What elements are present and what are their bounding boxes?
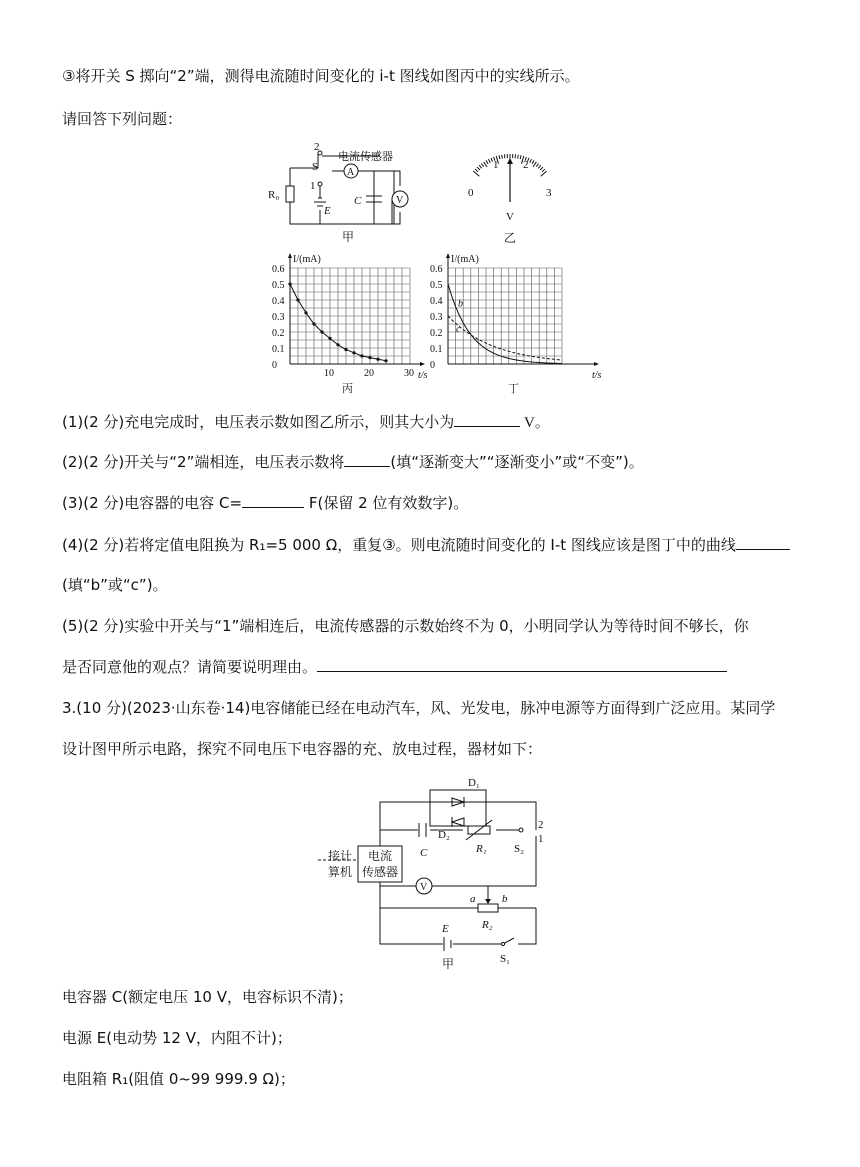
question-2: (2)(2 分)开关与“2”端相连，电压表示数将 (填“逐渐变大”“逐渐变小”或“不变”)。 xyxy=(62,453,644,471)
x-tick-label: 30 xyxy=(404,368,414,379)
data-point xyxy=(296,298,299,301)
question-4-cont: (填“b”或“c”)。 xyxy=(62,576,168,594)
dial-tick-mark xyxy=(540,167,543,170)
dial-tick-2: 2 xyxy=(523,159,529,171)
dial-tick-mark xyxy=(541,171,547,176)
graph-bing xyxy=(272,253,428,395)
r2-b-label: b xyxy=(502,893,508,905)
dial-unit: V xyxy=(506,211,514,223)
x-tick-label: 10 xyxy=(324,368,334,379)
graphs-figure xyxy=(262,252,602,400)
question-4: (4)(2 分)若将定值电阻换为 R₁=5 000 Ω，重复③。则电流随时间变化的 I-t 图线应该是图丁中的曲线 xyxy=(62,535,790,555)
sensor-label-2: 传感器 xyxy=(362,865,399,879)
d1-label: D₁ xyxy=(468,777,480,789)
problem-3-intro-cont: 设计图甲所示电路，探究不同电压下电容器的充、放电过程，器材如下： xyxy=(62,740,543,758)
material-2: 电源 E(电动势 12 V，内阻不计)； xyxy=(62,1029,292,1047)
dial-tick-3: 3 xyxy=(546,187,552,199)
dial-tick-mark xyxy=(538,165,541,168)
question-5-cont: 是否同意他的观点？请简要说明理由。 xyxy=(62,657,727,677)
y-tick-label: 0.5 xyxy=(430,280,443,291)
s2-label: S₂ xyxy=(514,843,524,855)
q5-answer-blank[interactable] xyxy=(317,657,727,672)
data-point xyxy=(344,348,347,351)
y-tick-label: 0.2 xyxy=(272,328,285,339)
resistor-r0 xyxy=(286,186,294,202)
ammeter-label: A xyxy=(347,167,355,178)
dial-tick-mark xyxy=(475,169,478,172)
terminal-1-label: 1 xyxy=(310,180,316,192)
terminal-2-label: 2 xyxy=(538,819,544,831)
curve-b-label: b xyxy=(458,298,463,310)
dial-tick-mark xyxy=(530,159,532,163)
problem-3-intro: 3.(10 分)(2023·山东卷·14)电容储能已经在电动汽车，风、光发电，脉冲电源等方面得到广泛应用。某同学 xyxy=(62,699,776,717)
data-point xyxy=(368,356,371,359)
y-tick-label: 0.6 xyxy=(430,264,443,275)
capacitor-label: C xyxy=(420,847,428,859)
r2-label: R₂ xyxy=(482,919,493,931)
rheostat-r2 xyxy=(478,904,498,912)
x-axis-label: t/s xyxy=(418,370,428,381)
circuit-wires xyxy=(290,154,400,224)
figure-yi-caption: 乙 xyxy=(504,231,517,245)
y-tick-label: 0 xyxy=(430,360,435,371)
curve-dashed xyxy=(448,316,562,360)
d2-label: D₂ xyxy=(438,829,450,841)
voltmeter-label: V xyxy=(420,882,428,893)
dial-tick-mark xyxy=(520,155,521,159)
dial-tick-mark xyxy=(481,163,483,166)
y-tick-label: 0.4 xyxy=(430,296,443,307)
y-tick-label: 0.3 xyxy=(272,312,285,323)
sensor-label-1: 电流 xyxy=(368,849,393,863)
switch-s-label: S xyxy=(312,161,319,173)
sensor-label: 电流传感器 xyxy=(338,151,393,163)
data-point xyxy=(384,359,387,362)
switch-s2 xyxy=(519,828,523,832)
diode-d2 xyxy=(452,818,464,826)
battery-e-label: E xyxy=(324,205,331,217)
terminal-1 xyxy=(318,182,322,186)
data-point xyxy=(304,311,307,314)
y-tick-label: 0.5 xyxy=(272,280,285,291)
r0-label: R₀ xyxy=(268,189,280,201)
dial-tick-mark xyxy=(484,162,487,167)
voltmeter-dial xyxy=(468,154,552,245)
terminal-2-label: 2 xyxy=(314,141,320,153)
x-axis-label: t/s xyxy=(592,370,602,381)
dial-tick-mark xyxy=(542,169,545,172)
dial-tick-mark xyxy=(536,163,538,166)
battery-label: E xyxy=(442,923,449,935)
y-tick-label: 0.1 xyxy=(430,344,443,355)
data-point xyxy=(328,337,331,340)
dial-tick-mark xyxy=(477,167,480,170)
voltmeter-label: V xyxy=(396,195,404,206)
step3-text: ③将开关 S 掷向“2”端，测得电流随时间变化的 i-t 图线如图丙中的实线所示。 xyxy=(62,67,580,85)
x-tick-label: 20 xyxy=(364,368,374,379)
circuit-figure-problem3 xyxy=(318,772,558,972)
dial-tick-1: 1 xyxy=(493,159,499,171)
figure-jia-caption: 甲 xyxy=(442,957,455,971)
data-point xyxy=(360,354,363,357)
question-3: (3)(2 分)电容器的电容 C= F(保留 2 位有效数字)。 xyxy=(62,494,469,512)
question-5: (5)(2 分)实验中开关与“1”端相连后，电流传感器的示数始终不为 0，小明同学认为等待时间不够长，你 xyxy=(62,617,749,635)
y-axis-label: I/(mA) xyxy=(293,254,321,265)
circuit3-wires xyxy=(380,790,536,944)
y-axis-label: I/(mA) xyxy=(451,254,479,265)
graph-bing-caption: 丙 xyxy=(342,383,353,395)
y-tick-label: 0.3 xyxy=(430,312,443,323)
data-point xyxy=(336,343,339,346)
dial-tick-mark xyxy=(479,165,482,168)
dial-tick-mark xyxy=(473,171,479,176)
dial-tick-0: 0 xyxy=(468,187,474,199)
y-tick-label: 0.4 xyxy=(272,296,285,307)
data-point xyxy=(320,330,323,333)
y-tick-label: 0.1 xyxy=(272,344,285,355)
curve-c-label: c xyxy=(456,324,461,335)
dial-tick-mark xyxy=(499,155,500,159)
dial-tick-mark xyxy=(502,155,503,159)
dial-tick-mark xyxy=(518,155,519,159)
figure-jia-caption: 甲 xyxy=(342,230,355,244)
y-tick-label: 0 xyxy=(272,360,277,371)
q4-answer-blank[interactable] xyxy=(736,535,790,550)
q3-answer-blank[interactable] xyxy=(242,493,304,508)
question-1: (1)(2 分)充电完成时，电压表示数如图乙所示，则其大小为 V。 xyxy=(62,413,550,431)
graph-ding-caption: 丁 xyxy=(508,383,519,395)
dial-tick-mark xyxy=(533,162,536,167)
data-point xyxy=(352,351,355,354)
data-point xyxy=(312,322,315,325)
q2-answer-blank[interactable] xyxy=(344,452,390,467)
computer-label-2: 算机 xyxy=(328,865,353,879)
dial-tick-mark xyxy=(488,159,490,163)
q1-answer-blank[interactable] xyxy=(454,412,520,427)
y-tick-label: 0.2 xyxy=(430,328,443,339)
graph-ding xyxy=(430,253,602,395)
r2-a-label: a xyxy=(470,893,476,905)
capacitor-c-label: C xyxy=(354,195,362,207)
terminal-1-label: 1 xyxy=(538,833,544,845)
dial-tick-mark xyxy=(486,160,488,163)
data-point xyxy=(376,358,379,361)
s1-label: S₁ xyxy=(500,953,510,965)
prompt-text: 请回答下列问题： xyxy=(62,110,183,128)
material-3: 电阻箱 R₁(阻值 0~99 999.9 Ω)； xyxy=(62,1070,295,1088)
data-point xyxy=(288,282,291,285)
dial-tick-mark xyxy=(532,160,534,163)
computer-label-1: 接计 xyxy=(328,849,353,863)
r1-label: R₁ xyxy=(476,843,487,855)
switch-s1 xyxy=(501,942,504,945)
y-tick-label: 0.6 xyxy=(272,264,285,275)
circuit-figure-jia xyxy=(262,140,592,250)
material-1: 电容器 C(额定电压 10 V，电容标识不清)； xyxy=(62,988,353,1006)
